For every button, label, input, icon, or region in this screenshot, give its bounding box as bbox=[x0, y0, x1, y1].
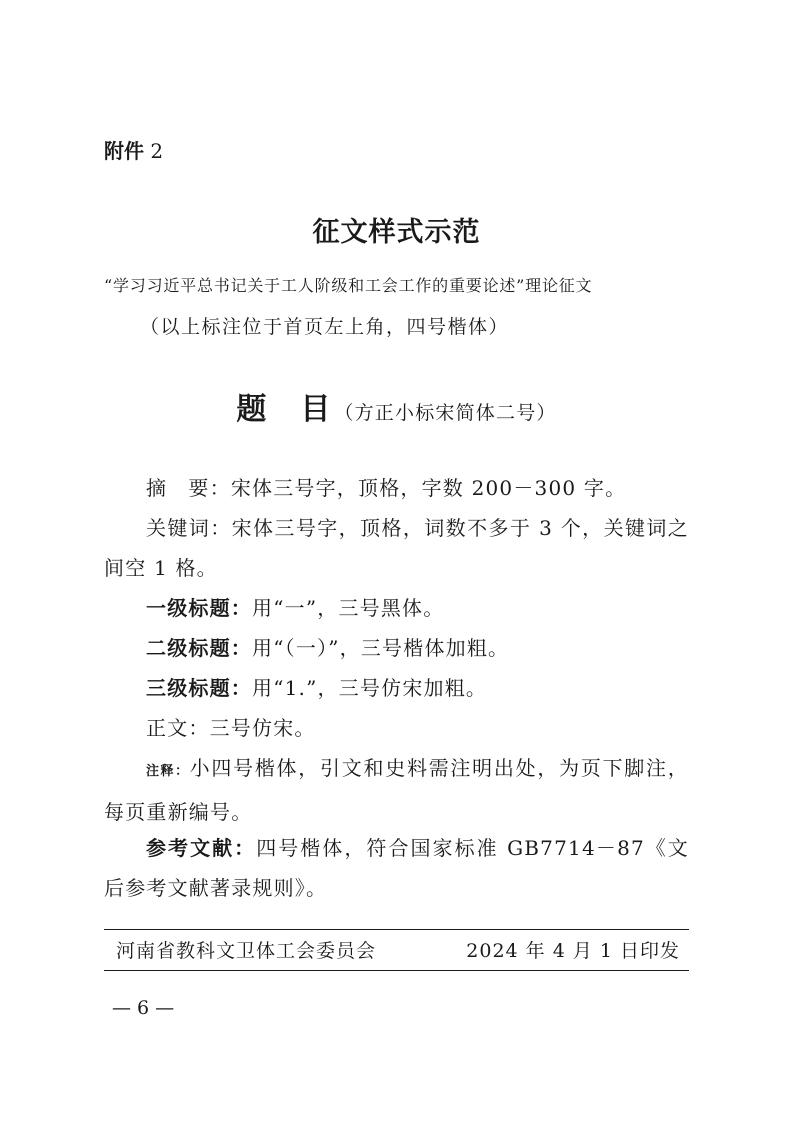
references-spec bbox=[104, 828, 689, 908]
body-text: 三号仿宋。 bbox=[209, 716, 316, 740]
references-label: 参考文献： bbox=[146, 836, 257, 860]
level2-text: 用“（一）”，三号楷体加粗。 bbox=[252, 636, 510, 660]
body-text-spec bbox=[104, 708, 689, 748]
level1-heading-spec bbox=[104, 588, 689, 628]
footer-top-rule bbox=[104, 929, 689, 930]
essay-title: 题目 bbox=[236, 392, 365, 427]
abstract-text: 宋体三号字，顶格，字数 200－300 字。 bbox=[230, 476, 627, 500]
page-number: — 6 — bbox=[112, 997, 175, 1019]
attachment-label-text: 附件 bbox=[104, 139, 144, 163]
level3-text: 用“1.”，三号仿宋加粗。 bbox=[252, 676, 488, 700]
position-note: （以上标注位于首页左上角，四号楷体） bbox=[140, 316, 510, 338]
notes-spec bbox=[104, 748, 689, 832]
issuer: 河南省教科文卫体工会委员会 bbox=[116, 940, 377, 962]
level1-text: 用“一”，三号黑体。 bbox=[252, 596, 445, 620]
notes-label: 注释： bbox=[146, 764, 190, 779]
abstract-spec bbox=[104, 468, 689, 508]
issue-date: 2024 年 4 月 1 日印发 bbox=[466, 940, 680, 962]
notes-text: 小四号楷体，引文和史料需注明出处，为页下脚注，每页重新编号。 bbox=[104, 756, 689, 824]
keywords-spec bbox=[104, 508, 689, 588]
level3-heading-spec bbox=[104, 668, 689, 708]
references-text: 四号楷体，符合国家标准 GB7714－87《文后参考文献著录规则》。 bbox=[104, 836, 689, 900]
attachment-number: 2 bbox=[150, 139, 164, 163]
level2-label: 二级标题： bbox=[146, 636, 252, 660]
footer-bottom-rule bbox=[104, 970, 689, 971]
attachment-label bbox=[104, 135, 163, 164]
essay-title-note: （方正小标宋简体二号） bbox=[334, 402, 557, 424]
page-title: 征文样式示范 bbox=[312, 217, 481, 248]
keywords-text: 宋体三号字，顶格，词数不多于 3 个，关键词之间空 1 格。 bbox=[104, 516, 689, 580]
essay-title-row bbox=[0, 384, 793, 428]
level2-heading-spec bbox=[104, 628, 689, 668]
level1-label: 一级标题： bbox=[146, 596, 252, 620]
keywords-label: 关键词： bbox=[146, 516, 232, 540]
contest-line: “学习习近平总书记关于工人阶级和工会工作的重要论述”理论征文 bbox=[104, 276, 593, 295]
level3-label: 三级标题： bbox=[146, 676, 252, 700]
body-label: 正文： bbox=[146, 716, 210, 740]
abstract-label: 摘 要： bbox=[146, 476, 231, 500]
